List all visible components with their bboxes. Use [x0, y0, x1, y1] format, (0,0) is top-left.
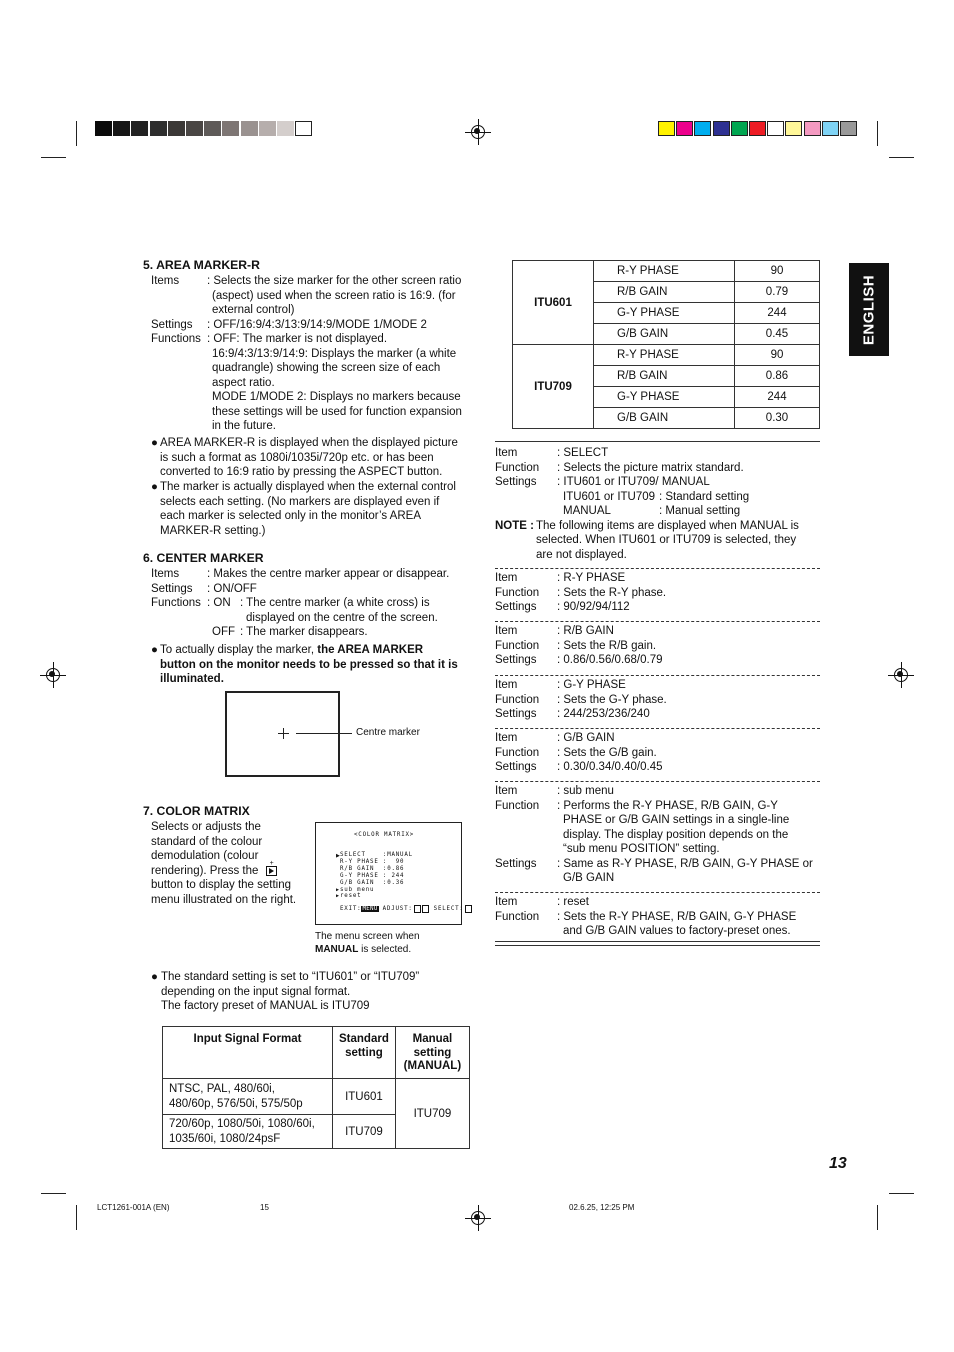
color-swatch [713, 121, 730, 136]
value-cell: 244 [735, 387, 820, 408]
settings-label: Settings [495, 601, 537, 613]
text-line: The marker is actually displayed when the external control [160, 481, 456, 493]
cell-line: 720/60p, 1080/50i, 1080/60i, [169, 1118, 315, 1130]
color-swatch [767, 121, 784, 136]
settings-text: : OFF/16:9/4:3/13:9/14:9/MODE 1/MODE 2 [207, 318, 427, 331]
item-value: : R-Y PHASE [557, 572, 626, 584]
center-marker-title: 6. CENTER MARKER [143, 551, 264, 565]
table-header [163, 1027, 333, 1079]
text-line: button to display the setting [151, 879, 292, 891]
caption-line: The menu screen when [315, 931, 420, 942]
manual-cell: ITU709 [395, 1079, 469, 1149]
color-swatch [822, 121, 839, 136]
gray-swatch [131, 121, 148, 136]
settings-value: : 90/92/94/112 [557, 601, 630, 613]
color-matrix-description [151, 820, 316, 907]
note-label: NOTE : [495, 519, 534, 532]
crop-mark [877, 1205, 878, 1230]
crop-mark [889, 1193, 914, 1194]
settings-label: Settings [495, 708, 537, 720]
menu-line: reset [340, 893, 362, 900]
items-label: Items [151, 568, 180, 580]
gray-swatch [222, 121, 239, 136]
menu-adjust-label: ADJUST: [382, 905, 413, 912]
gray-swatch [241, 121, 258, 136]
crop-mark [76, 121, 77, 146]
gray-swatch [150, 121, 167, 136]
area-marker-title: 5. AREA MARKER-R [143, 258, 260, 272]
bullet-icon: ● [151, 971, 158, 983]
divider [495, 945, 820, 946]
text-line: 16:9/4:3/13:9/14:9: Displays the marker (a white [212, 347, 457, 360]
caption-line: is selected. [358, 943, 412, 955]
item-label: Item [495, 732, 518, 744]
area-marker-note-2 [151, 480, 481, 538]
function-value: : Selects the picture matrix standard. [557, 461, 744, 474]
standard-name-cell: ITU601 [513, 261, 594, 345]
center-marker-note [151, 643, 481, 687]
function-label: Function [495, 461, 540, 474]
cell-line: NTSC, PAL, 480/60i, [169, 1083, 275, 1095]
registration-mark-icon [44, 666, 62, 684]
on-description [240, 596, 438, 625]
crop-mark [889, 157, 914, 158]
standard-cell: ITU601 [333, 1079, 396, 1115]
header-line: Input Signal Format [193, 1033, 302, 1045]
dashed-divider [495, 728, 820, 729]
text-line: these settings will be used for function expansion [212, 405, 462, 418]
text-line: in the future. [212, 420, 276, 432]
text-line: displayed on the centre of the screen. [246, 611, 438, 624]
text-line: (aspect) used when the screen ratio is 16:9. (for [212, 289, 456, 302]
setting-entry [495, 624, 825, 668]
function-value: display. The display position depends on the [563, 828, 789, 841]
dashed-divider [495, 781, 820, 782]
select-item-block [495, 446, 825, 563]
minus-key-icon [414, 905, 421, 913]
text-line: quadrangle) showing the screen size of each [212, 362, 441, 374]
table-row [513, 345, 820, 366]
color-swatch [658, 121, 675, 136]
header-line: setting [413, 1046, 452, 1059]
gray-swatch [277, 121, 294, 136]
item-value: : R/B GAIN [557, 625, 614, 637]
dashed-divider [495, 621, 820, 622]
header-line: setting [345, 1046, 383, 1059]
value-cell: 0.86 [735, 366, 820, 387]
parameter-cell: R-Y PHASE [594, 345, 735, 366]
center-marker-body [151, 567, 481, 640]
submenu-arrow-icon: ▶ [336, 893, 340, 900]
parameter-cell: R/B GAIN [594, 282, 735, 303]
menu-select-label: SELECT: [433, 905, 464, 912]
menu-line: G-Y PHASE : 244 [340, 872, 405, 879]
setting-entry [495, 731, 825, 775]
value-cell: 0.79 [735, 282, 820, 303]
menu-key-badge: MENU [362, 905, 378, 912]
function-label: Function [495, 586, 540, 599]
parameter-cell: G/B GAIN [594, 324, 735, 345]
color-swatch [731, 121, 748, 136]
centre-cross-icon [283, 728, 284, 739]
on-label: : ON [207, 597, 231, 609]
off-description: : The marker disappears. [240, 626, 368, 638]
item-value: : G/B GAIN [557, 732, 615, 744]
settings-option: ITU601 or ITU709 [563, 490, 656, 503]
text-line: are not displayed. [536, 548, 627, 561]
text-line: aspect ratio. [212, 376, 275, 389]
dashed-divider [495, 892, 820, 893]
gray-swatch [113, 121, 130, 136]
item-label: Item [495, 447, 518, 459]
note-bold-text: illuminated. [160, 673, 224, 685]
value-cell: 0.45 [735, 324, 820, 345]
settings-value: : ITU601 or ITU709/ MANUAL [557, 476, 710, 488]
text-line: converted to 16:9 ratio by pressing the ASPECT button. [160, 466, 443, 478]
item-label: Item [495, 896, 518, 908]
color-swatch [676, 121, 693, 136]
text-line: : OFF: The marker is not displayed. [207, 333, 388, 345]
function-value: “sub menu POSITION” setting. [563, 843, 720, 855]
color-swatch [804, 121, 821, 136]
function-label: Function [495, 746, 540, 759]
item-value: : sub menu [557, 785, 614, 797]
parameter-cell: R/B GAIN [594, 366, 735, 387]
settings-option-desc: : Standard setting [659, 490, 750, 503]
parameter-cell: R-Y PHASE [594, 261, 735, 282]
parameter-cell: G-Y PHASE [594, 387, 735, 408]
bullet-icon: ● [151, 437, 158, 449]
text-line: standard of the colour [151, 835, 263, 848]
text-line: each marker is selected only in the monitor’s AREA [160, 510, 422, 522]
text-line: menu illustrated on the right. [151, 893, 297, 906]
settings-label: Settings [495, 476, 537, 488]
dashed-divider [495, 675, 820, 676]
settings-option-desc: : Manual setting [659, 505, 741, 517]
text-line: is such a format as 1080i/1035i/720p etc. or has been [160, 451, 434, 464]
text-line: The standard setting is set to “ITU601” or “ITU709” [161, 971, 420, 983]
items-label: Items [151, 275, 180, 287]
color-swatch [694, 121, 711, 136]
language-tab [849, 263, 889, 356]
items-text: : Makes the centre marker appear or disappear. [207, 568, 450, 580]
function-label: Function [495, 693, 540, 706]
text-line: rendering). Press the [151, 864, 259, 877]
color-matrix-title: 7. COLOR MATRIX [143, 804, 250, 818]
settings-value: : Same as R-Y PHASE, R/B GAIN, G-Y PHASE or [557, 857, 813, 870]
value-cell: 90 [735, 345, 820, 366]
gray-swatch [168, 121, 185, 136]
cell-line: 480/60p, 576/50i, 575/50p [169, 1097, 303, 1110]
itu-values-table [512, 260, 820, 429]
settings-label: Settings [151, 582, 193, 595]
settings-value: G/B GAIN [563, 872, 615, 884]
registration-mark-icon [469, 123, 487, 141]
table-header [333, 1027, 396, 1079]
registration-mark-icon [469, 1209, 487, 1227]
plus-key-icon [422, 905, 429, 913]
menu-button-icon: + [266, 866, 277, 876]
gray-swatch [295, 121, 312, 136]
function-value: PHASE or G/B GAIN settings in a single-line [563, 814, 790, 826]
off-label: OFF [212, 626, 235, 638]
format-cell [163, 1115, 333, 1149]
function-value: : Performs the R-Y PHASE, R/B GAIN, G-Y [557, 799, 778, 812]
text-line: demodulation (colour [151, 850, 259, 862]
settings-label: Settings [495, 654, 537, 666]
settings-value: : 0.30/0.34/0.40/0.45 [557, 761, 663, 773]
bullet-icon: ● [151, 644, 158, 656]
centre-marker-label: Centre marker [356, 727, 420, 738]
gray-swatch [186, 121, 203, 136]
crop-mark [76, 1205, 77, 1230]
menu-line: G/B GAIN :0.36 [340, 879, 405, 886]
text-line: selected. When ITU601 or ITU709 is selected, they [536, 534, 797, 546]
centre-marker-leader-line [296, 733, 352, 734]
item-label: Item [495, 625, 518, 637]
function-label: Function [495, 799, 540, 812]
table-header [395, 1027, 469, 1079]
input-signal-table [162, 1026, 470, 1149]
settings-value: : 0.86/0.56/0.68/0.79 [557, 654, 663, 666]
menu-footer [340, 905, 472, 913]
text-line: The following items are displayed when MANUAL is [536, 519, 799, 532]
value-cell: 0.30 [735, 408, 820, 429]
divider [495, 441, 820, 442]
footer-date: 02.6.25, 12:25 PM [569, 1203, 635, 1212]
menu-title: <COLOR MATRIX> [354, 832, 415, 838]
menu-line: R-Y PHASE : 90 [340, 858, 405, 865]
setting-entry [495, 895, 825, 939]
setting-entry [495, 784, 825, 886]
crop-mark [877, 121, 878, 146]
bullet-icon: ● [151, 481, 158, 493]
settings-label: Settings [151, 318, 193, 331]
function-value: and G/B GAIN values to factory-preset ones. [563, 925, 791, 937]
item-label: Item [495, 785, 518, 797]
settings-text: : ON/OFF [207, 582, 257, 595]
footer-sheet-number: 15 [260, 1203, 269, 1212]
header-line: Manual [412, 1033, 453, 1045]
table-row [513, 261, 820, 282]
item-value: : SELECT [557, 447, 609, 459]
setting-entry [495, 571, 825, 615]
cell-line: 1035/60i, 1080/24psF [169, 1132, 281, 1145]
table-row [163, 1079, 470, 1115]
standard-name-cell: ITU709 [513, 345, 594, 429]
settings-label: Settings [495, 857, 537, 870]
area-marker-note-1 [151, 436, 481, 480]
note-bold-text: the AREA MARKER [317, 644, 424, 656]
crop-mark [41, 157, 66, 158]
submenu-arrow-icon: ▶ [336, 886, 340, 893]
settings-label: Settings [495, 761, 537, 773]
functions-label: Functions [151, 333, 201, 345]
divider [495, 941, 820, 942]
item-value: : reset [557, 896, 589, 908]
function-value: : Sets the G-Y phase. [557, 693, 667, 706]
header-line: (MANUAL) [403, 1060, 462, 1072]
value-cell: 244 [735, 303, 820, 324]
items-text [207, 274, 461, 318]
function-value: : Sets the R/B gain. [557, 639, 657, 652]
function-value: : Sets the G/B gain. [557, 746, 657, 759]
note-text [536, 519, 799, 563]
color-swatch [749, 121, 766, 136]
page-number: 13 [829, 1155, 847, 1172]
area-marker-body [151, 274, 481, 434]
function-label: Function [495, 639, 540, 652]
item-value: : G-Y PHASE [557, 679, 626, 691]
text-line: MARKER-R setting.) [160, 524, 266, 537]
item-label: Item [495, 572, 518, 584]
menu-exit-label: EXIT: [340, 905, 362, 912]
header-line: Standard [339, 1033, 389, 1045]
format-cell [163, 1079, 333, 1115]
menu-cursor-icon: ▶ [336, 853, 340, 859]
registration-mark-icon [892, 666, 910, 684]
menu-lines [336, 852, 413, 900]
color-swatch [840, 121, 857, 136]
menu-line: R/B GAIN :0.86 [340, 865, 405, 872]
caption-bold: MANUAL [315, 943, 359, 955]
standard-cell: ITU709 [333, 1115, 396, 1149]
function-value: : Sets the R-Y phase. [557, 586, 667, 599]
text-line: : Selects the size marker for the other screen ratio [207, 275, 462, 287]
note-bold-text: button on the monitor needs to be pressed so that it is [160, 658, 458, 671]
crop-mark [41, 1193, 66, 1194]
menu-caption [315, 931, 420, 956]
functions-text [207, 332, 462, 434]
dashed-divider [495, 568, 820, 569]
parameter-cell: G-Y PHASE [594, 303, 735, 324]
settings-option: MANUAL [563, 505, 611, 517]
menu-line: sub menu [340, 886, 375, 893]
text-line: Selects or adjusts the [151, 821, 261, 833]
function-value: : Sets the R-Y PHASE, R/B GAIN, G-Y PHASE [557, 910, 797, 923]
parameter-cell: G/B GAIN [594, 408, 735, 429]
value-cell: 90 [735, 261, 820, 282]
note-text: To actually display the marker, [160, 644, 318, 656]
color-swatch [785, 121, 802, 136]
text-line: depending on the input signal format. [161, 985, 351, 998]
text-line: MODE 1/MODE 2: Displays no markers because [212, 391, 461, 403]
language-tab-label: ENGLISH [860, 274, 878, 345]
text-line: AREA MARKER-R is displayed when the displayed picture [160, 437, 458, 449]
text-line: : The centre marker (a white cross) is [240, 597, 430, 609]
gray-swatch [95, 121, 112, 136]
text-line: selects each setting. (No markers are displayed even if [160, 495, 440, 508]
menu-line: SELECT :MANUAL [340, 852, 413, 858]
gray-swatch [259, 121, 276, 136]
select-key-icon [465, 905, 472, 913]
text-line: The factory preset of MANUAL is ITU709 [161, 1000, 370, 1012]
function-label: Function [495, 910, 540, 923]
text-line: external control) [212, 304, 295, 316]
setting-entry [495, 678, 825, 722]
color-matrix-note [151, 970, 481, 1014]
color-matrix-menu-screen [315, 822, 462, 925]
functions-label: Functions [151, 597, 201, 609]
settings-value: : 244/253/236/240 [557, 708, 650, 720]
item-label: Item [495, 679, 518, 691]
gray-swatch [204, 121, 221, 136]
footer-doc-code: LCT1261-001A (EN) [97, 1203, 170, 1212]
